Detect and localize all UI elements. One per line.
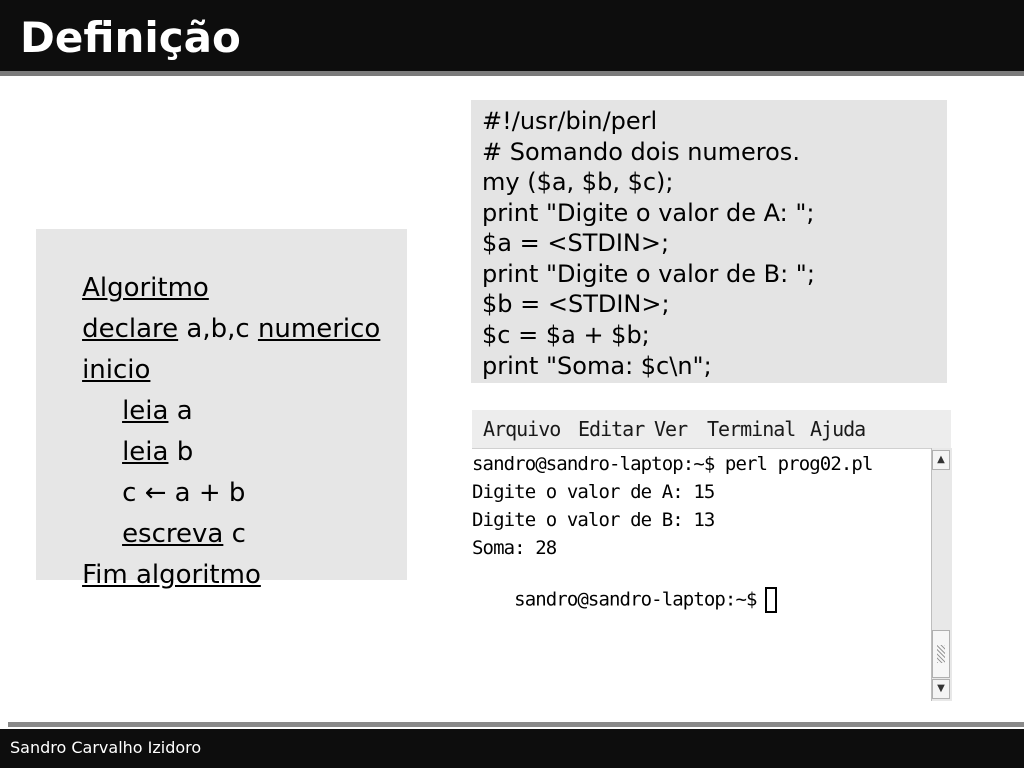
- algorithm-keyword: Fim algoritmo: [82, 560, 261, 590]
- algorithm-keyword: Algoritmo: [82, 273, 209, 303]
- terminal-prompt: sandro@sandro-laptop:~$: [514, 588, 757, 611]
- menu-view[interactable]: Ver: [654, 417, 688, 441]
- title-divider: [0, 71, 1024, 76]
- algorithm-box: [36, 229, 407, 590]
- algorithm-keyword: declare: [82, 314, 179, 344]
- cursor-icon: [765, 587, 777, 613]
- code-line: print "Digite o valor de B: ";: [482, 260, 815, 288]
- algorithm-keyword: inicio: [82, 355, 151, 385]
- code-line: $a = <STDIN>;: [482, 229, 670, 257]
- footer-divider: [8, 722, 1024, 727]
- algorithm-text: c ← a + b: [122, 478, 246, 508]
- code-line: print "Soma: $c\n";: [482, 352, 712, 380]
- algorithm-text: b: [168, 437, 194, 467]
- menu-edit[interactable]: Editar: [578, 417, 645, 441]
- code-line: my ($a, $b, $c);: [482, 168, 674, 196]
- terminal-line: Digite o valor de B: 13: [472, 509, 715, 531]
- code-line: $c = $a + $b;: [482, 321, 650, 349]
- code-line: print "Digite o valor de A: ";: [482, 199, 815, 227]
- arrow-up-icon[interactable]: ▲: [932, 450, 950, 470]
- algorithm-keyword: leia: [122, 396, 169, 426]
- footer-author: Sandro Carvalho Izidoro: [10, 738, 202, 757]
- perl-code-box: [471, 100, 947, 383]
- menu-terminal[interactable]: Terminal: [707, 417, 796, 441]
- algorithm-keyword: escreva: [122, 519, 224, 549]
- algorithm-text: c: [223, 519, 246, 549]
- slide-title: Definição: [20, 13, 241, 62]
- code-line: # Somando dois numeros.: [482, 138, 800, 166]
- menu-help[interactable]: Ajuda: [810, 417, 866, 441]
- code-line: #!/usr/bin/perl: [482, 107, 658, 135]
- scrollbar-thumb[interactable]: [932, 630, 950, 678]
- terminal-scrollbar[interactable]: [931, 448, 952, 701]
- arrow-down-icon[interactable]: ▼: [932, 679, 950, 699]
- algorithm-text: a: [168, 396, 193, 426]
- algorithm-keyword: numerico: [257, 314, 381, 344]
- algorithm-keyword: leia: [122, 437, 169, 467]
- algorithm-line: [49, 521, 261, 629]
- terminal-menubar: [472, 410, 951, 449]
- terminal-prompt-line: [472, 563, 777, 637]
- algorithm-text: a,b,c: [178, 314, 258, 344]
- code-line: $b = <STDIN>;: [482, 290, 670, 318]
- menu-file[interactable]: Arquivo: [483, 417, 561, 441]
- grip-icon: [937, 645, 945, 663]
- terminal-window: [472, 410, 951, 701]
- terminal-line: Soma: 28: [472, 537, 557, 559]
- terminal-line: Digite o valor de A: 15: [472, 481, 715, 503]
- terminal-line: sandro@sandro-laptop:~$ perl prog02.pl: [472, 453, 873, 475]
